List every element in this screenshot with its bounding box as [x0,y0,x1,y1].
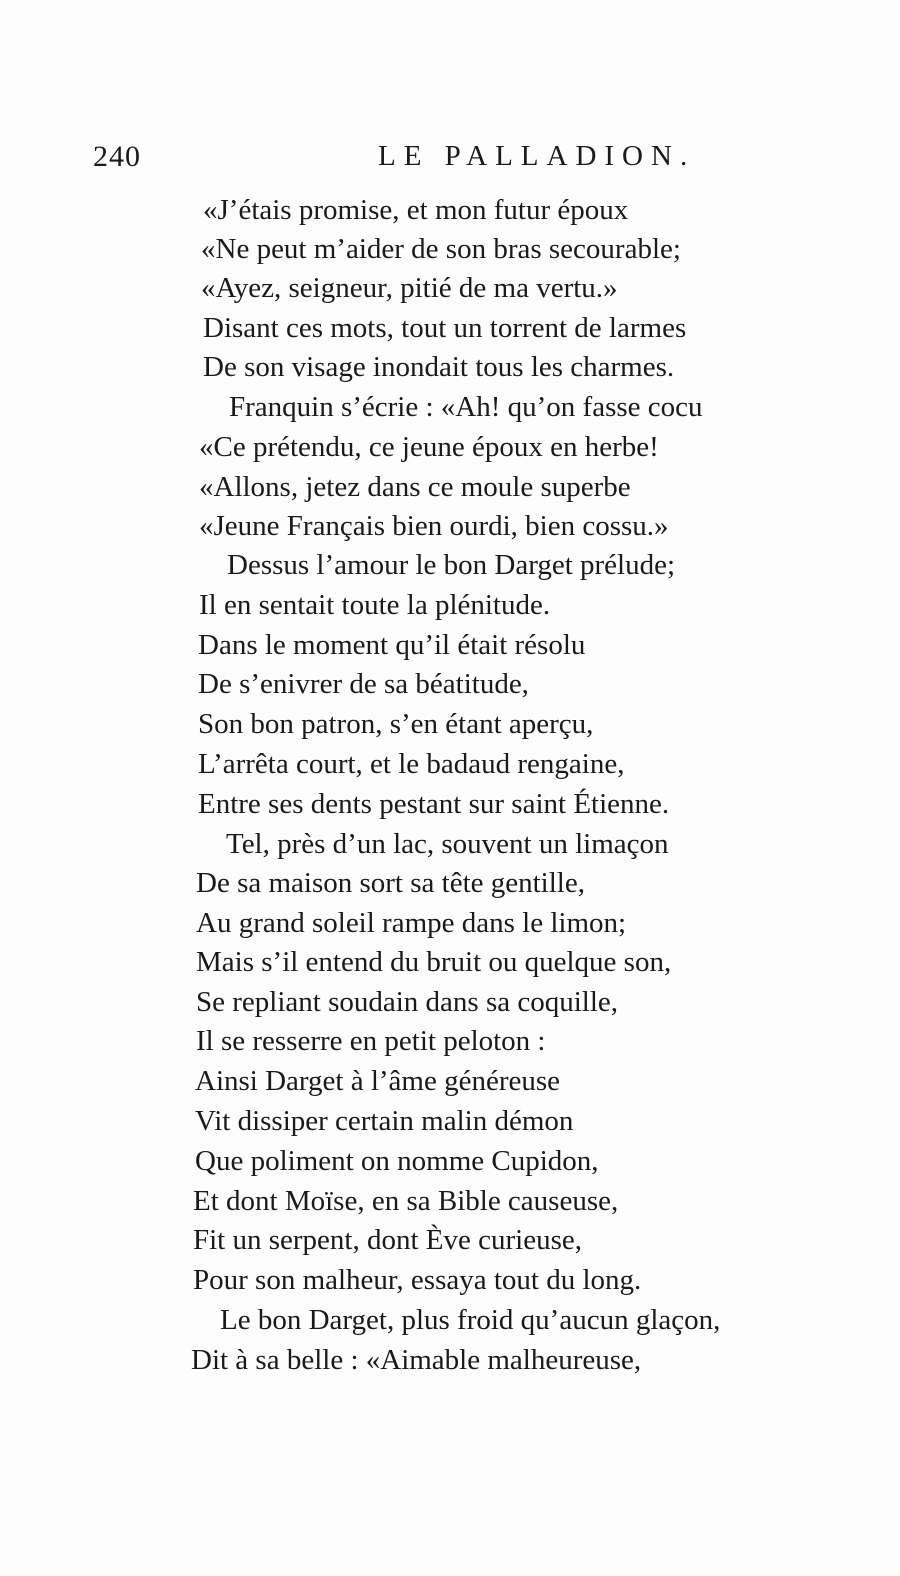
verse-line: Il se resserre en petit peloton : [196,1025,546,1057]
verse-line: Entre ses dents pestant sur saint Étienne. [198,788,670,820]
verse-line: De sa maison sort sa tête gentille, [196,867,585,899]
verse-line: Disant ces mots, tout un torrent de larmes [203,312,687,344]
verse-line: Il en sentait toute la plénitude. [199,589,551,621]
verse-line: Se repliant soudain dans sa coquille, [196,986,619,1018]
verse-line: Tel, près d’un lac, souvent un limaçon [226,828,669,860]
verse-line: «Jeune Français bien ourdi, bien cossu.» [199,510,669,542]
verse-line: Franquin s’écrie : «Ah! qu’on fasse cocu [229,391,703,423]
verse-line: Et dont Moïse, en sa Bible causeuse, [193,1185,619,1217]
verse-line: Dit à sa belle : «Aimable malheureuse, [191,1344,642,1376]
verse-line: Ainsi Darget à l’âme généreuse [195,1065,561,1097]
verse-line: De s’enivrer de sa béatitude, [198,668,529,700]
verse-line: «Ne peut m’aider de son bras secourable; [201,233,681,265]
verse-line: Pour son malheur, essaya tout du long. [193,1264,642,1296]
verse-line: Dessus l’amour le bon Darget prélude; [227,549,676,581]
verse-line: L’arrêta court, et le badaud rengaine, [198,748,625,780]
verse-line: «Ayez, seigneur, pitié de ma vertu.» [201,272,618,304]
verse-line: Que poliment on nomme Cupidon, [195,1145,599,1177]
running-title: LE PALLADION. [378,140,696,172]
verse-line: De son visage inondait tous les charmes. [203,351,675,383]
verse-line: Mais s’il entend du bruit ou quelque son, [196,946,672,978]
page-number: 240 [93,140,141,173]
verse-line: Fit un serpent, dont Ève curieuse, [193,1224,582,1256]
verse-line: «Allons, jetez dans ce moule superbe [199,471,631,503]
verse-line: Au grand soleil rampe dans le limon; [196,907,627,939]
verse-line: «J’étais promise, et mon futur époux [203,194,629,226]
verse-line: Dans le moment qu’il était résolu [198,629,586,661]
verse-line: Son bon patron, s’en étant aperçu, [198,708,594,740]
verse-line: «Ce prétendu, ce jeune époux en herbe! [199,431,659,463]
verse-line: Vit dissiper certain malin démon [195,1105,574,1137]
verse-line: Le bon Darget, plus froid qu’aucun glaçon, [220,1304,721,1336]
